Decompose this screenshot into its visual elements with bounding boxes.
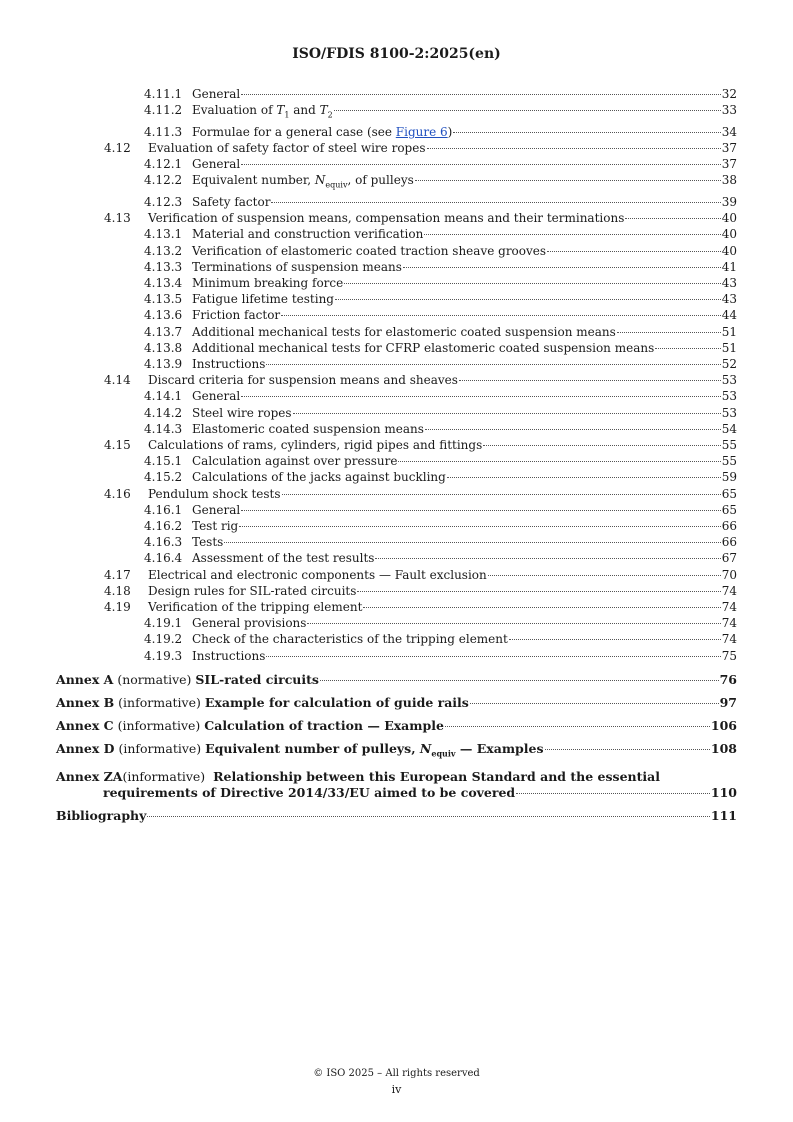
toc-entry-page: 44 [721,308,737,323]
toc-entry-number: 4.16.1 [144,502,183,517]
toc-entry-number: 4.18 [104,583,131,598]
toc-entry-title: Elastomeric coated suspension means [192,421,424,436]
dot-leader [241,94,720,95]
toc-entry-page: 74 [721,583,737,598]
dot-leader [335,299,721,300]
toc-entry-page: 53 [721,389,737,404]
toc-entry-page: 59 [721,470,737,485]
toc-entry-number: 4.14.1 [144,389,183,404]
toc-entry-title: Instructions [192,648,266,663]
toc-entry[interactable] [56,421,737,437]
dot-leader [447,477,721,478]
toc-entry-page: 74 [721,600,737,615]
toc-entry[interactable] [56,210,737,226]
dot-leader [266,656,720,657]
toc-entry-number: 4.13.1 [144,227,183,242]
toc-entry-page: 108 [710,740,737,756]
toc-annex-za[interactable]: Annex ZA (informative) Relationship between this European Standard and the essential requirements of Directive 2014/33/EU aimed to be covered 110 [56,768,737,800]
table-of-contents [56,86,737,824]
dot-leader [266,364,720,365]
toc-entry[interactable] [56,140,737,156]
dot-leader [424,234,720,235]
toc-entry-number: 4.12 [104,141,131,155]
toc-entry[interactable] [56,615,737,631]
toc-entry-page: 110 [710,784,737,800]
toc-entry-title: General [192,389,241,404]
toc-entry-title: General [192,87,241,101]
toc-entry[interactable] [56,567,737,583]
dot-leader [363,607,720,608]
toc-entry[interactable] [56,583,737,599]
toc-entry[interactable] [56,518,737,534]
toc-entry-page: 75 [721,648,737,663]
toc-entry-page: 76 [719,671,737,687]
toc-entry-number: 4.15 [104,438,131,453]
toc-entry-number: 4.11.2 [144,103,183,118]
toc-entry-page: 37 [721,141,737,155]
toc-entry-number: 4.19.1 [144,616,183,631]
toc-entry[interactable] [56,356,737,372]
toc-entry-page: 67 [721,551,737,566]
toc-entry-page: 32 [721,87,737,101]
page-number: iv [391,1083,402,1096]
dot-leader [147,816,710,817]
toc-entry-title: Design rules for SIL-rated circuits [148,583,357,598]
toc-annex-c[interactable]: Annex C (informative) Calculation of traction — Example 106 [56,717,737,733]
toc-entry-title: Equivalent number, $N_{equiv}$, of pulleys [192,173,414,190]
dot-leader [470,703,719,704]
toc-entry-number: 4.13.7 [144,324,183,339]
toc-entry-page: 40 [721,243,737,258]
toc-entry-title: Minimum breaking force [192,276,344,291]
toc-entry-number: 4.14 [104,373,131,388]
toc-entry-page: 111 [710,807,737,823]
toc-entry[interactable] [56,102,737,124]
toc-entry-title: Material and construction verification [192,227,424,242]
toc-entry-number: 4.12.2 [144,173,183,188]
page-footer [0,1066,793,1098]
toc-entry-number: 4.16.2 [144,519,183,534]
toc-entry[interactable] [56,388,737,404]
toc-entry-number: 4.14.2 [144,405,183,420]
toc-entry-page: 106 [710,717,737,733]
toc-entry[interactable] [56,156,737,172]
toc-entry-title: Verification of elastomeric coated traction sheave grooves [192,243,547,258]
dot-leader [293,413,721,414]
toc-entry[interactable] [56,453,737,469]
toc-entry-title: Pendulum shock tests [148,486,281,501]
toc-entry-title: Tests [192,535,224,550]
dot-leader [516,793,710,794]
toc-entry[interactable] [56,550,737,566]
toc-entry-page: 74 [721,616,737,631]
toc-entry[interactable] [56,194,737,210]
toc-entry-title: General provisions [192,616,307,631]
toc-entry-title: Formulae for a general case (see Figure 6) [192,124,453,139]
toc-entry-title: Terminations of suspension means [192,259,402,274]
toc-entry-title: Calculations of rams, cylinders, rigid pipes and fittings [148,438,483,453]
toc-entry-number: 4.13.5 [144,292,183,307]
toc-entry-page: 53 [721,405,737,420]
toc-entry[interactable] [56,243,737,259]
toc-entry-title: General [192,157,241,172]
dot-leader [415,180,721,181]
toc-entry-page: 51 [721,324,737,339]
dot-leader [403,267,721,268]
toc-entry-title: Additional mechanical tests for elastomeric coated suspension means [192,324,616,339]
toc-entry[interactable] [56,275,737,291]
toc-entry-number: 4.11.3 [144,124,183,139]
dot-leader [483,445,720,446]
toc-entry-page: 39 [721,195,737,209]
dot-leader [241,396,720,397]
toc-entry-title: Test rig [192,519,239,534]
toc-entry-number: 4.13.4 [144,276,183,291]
toc-entry-title: Evaluation of $T_1$ and $T_2$ [192,103,333,120]
toc-entry-number: 4.13.6 [144,308,183,323]
toc-entry[interactable] [56,437,737,453]
toc-entry[interactable] [56,172,737,194]
toc-entry-title: Assessment of the test results [192,551,375,566]
document-header: ISO/FDIS 8100-2:2025(en) [292,46,501,62]
toc-entry-page: 43 [721,292,737,307]
dot-leader [241,510,720,511]
copyright-notice: © ISO 2025 – All rights reserved [313,1068,480,1079]
dot-leader [375,558,720,559]
dot-leader [281,315,721,316]
toc-entry-title: Additional mechanical tests for CFRP elastomeric coated suspension means [192,340,655,355]
figure-6-link[interactable]: Figure 6 [395,124,448,139]
toc-entry-title: Instructions [192,357,266,372]
dot-leader [320,680,719,681]
toc-entry-number: 4.13.8 [144,340,183,355]
toc-entry-number: 4.13.3 [144,259,183,274]
toc-entry[interactable] [56,340,737,356]
toc-entry-title: Calculations of the jacks against buckling [192,470,446,485]
toc-entry-number: 4.15.1 [144,454,183,469]
toc-entry-number: 4.16.4 [144,551,183,566]
toc-entry-title: Evaluation of safety factor of steel wire ropes [148,141,426,155]
dot-leader [453,132,720,133]
dot-leader [509,639,721,640]
dot-leader [655,348,720,349]
toc-entry[interactable] [56,502,737,518]
toc-entry-page: 37 [721,157,737,172]
toc-entry[interactable] [56,648,737,664]
dot-leader [459,380,721,381]
toc-entry-page: 97 [719,694,737,710]
toc-entry-title: Verification of the tripping element [148,600,363,615]
toc-entry-title: Verification of suspension means, compensation means and their terminations [148,211,625,226]
toc-entry-page: 33 [721,103,737,118]
dot-leader [241,164,720,165]
toc-entry-number: 4.13.9 [144,357,183,372]
toc-entry-title: Electrical and electronic components — Fault exclusion [148,567,487,582]
toc-entry-page: 66 [721,519,737,534]
dot-leader [625,218,720,219]
dot-leader [547,251,721,252]
toc-entry[interactable] [56,307,737,323]
toc-entry[interactable] [56,405,737,421]
toc-entry[interactable] [56,372,737,388]
toc-entry-page: 65 [721,486,737,501]
toc-entry[interactable] [56,324,737,340]
toc-entry-number: 4.19 [104,600,131,615]
toc-entry-page: 38 [721,173,737,188]
toc-entry-title: Safety factor [192,195,271,209]
toc-entry-title: General [192,502,241,517]
toc-entry-number: 4.19.2 [144,632,183,647]
toc-entry-title: Check of the characteristics of the tripping element [192,632,508,647]
dot-leader [427,148,721,149]
toc-entry[interactable] [56,124,737,140]
toc-entry[interactable] [56,226,737,242]
toc-entry-number: 4.17 [104,567,131,582]
dot-leader [271,202,720,203]
dot-leader [334,110,721,111]
toc-entry[interactable] [56,534,737,550]
toc-entry-page: 74 [721,632,737,647]
toc-annex-d[interactable]: Annex D (informative) Equivalent number of pulleys, $N_{equiv}$ — Examples 108 [56,740,737,759]
toc-entry-page: 66 [721,535,737,550]
toc-entry-page: 52 [721,357,737,372]
toc-entry-title: Steel wire ropes [192,405,292,420]
toc-annex-a[interactable]: Annex A (normative) SIL-rated circuits 76 [56,671,737,687]
dot-leader [488,575,721,576]
toc-entry[interactable] [56,599,737,615]
toc-entry-page: 40 [721,227,737,242]
toc-entry-number: 4.19.3 [144,648,183,663]
toc-entry-number: 4.12.1 [144,157,183,172]
toc-entry-number: 4.14.3 [144,421,183,436]
toc-entry-number: 4.12.3 [144,195,183,209]
toc-entry-title: Friction factor [192,308,281,323]
toc-entry[interactable] [56,291,737,307]
toc-entry-number: 4.13 [104,211,131,226]
dot-leader [307,623,720,624]
toc-entry-page: 41 [721,259,737,274]
toc-entry[interactable] [56,259,737,275]
toc-entry-title: Discard criteria for suspension means and sheaves [148,373,458,388]
toc-entry-page: 70 [721,567,737,582]
dot-leader [224,542,720,543]
toc-entry[interactable] [56,469,737,485]
toc-entry-page: 53 [721,373,737,388]
toc-entry-page: 65 [721,502,737,517]
toc-bibliography[interactable]: Bibliography 111 [56,807,737,823]
toc-entry-page: 54 [721,421,737,436]
dot-leader [545,749,710,750]
toc-entry-title: Fatigue lifetime testing [192,292,334,307]
toc-entry-number: 4.11.1 [144,87,183,101]
dot-leader [357,591,720,592]
toc-entry-page: 34 [721,124,737,139]
toc-entry-page: 55 [721,454,737,469]
toc-entry-number: 4.15.2 [144,470,183,485]
toc-entry-page: 40 [721,211,737,226]
toc-entry-number: 4.16.3 [144,535,183,550]
dot-leader [239,526,720,527]
dot-leader [617,332,721,333]
dot-leader [425,429,721,430]
dot-leader [344,283,720,284]
toc-annex-b[interactable]: Annex B (informative) Example for calculation of guide rails 97 [56,694,737,710]
toc-entry-page: 55 [721,438,737,453]
dot-leader [445,726,710,727]
toc-entry-page: 43 [721,276,737,291]
dot-leader [398,461,720,462]
toc-entry-page: 51 [721,340,737,355]
toc-entry[interactable] [56,86,737,102]
toc-entry-title: Calculation against over pressure [192,454,398,469]
toc-entry-number: 4.16 [104,486,131,501]
toc-entry[interactable] [56,486,737,502]
toc-entry-number: 4.13.2 [144,243,183,258]
toc-entry[interactable] [56,631,737,647]
dot-leader [282,494,721,495]
